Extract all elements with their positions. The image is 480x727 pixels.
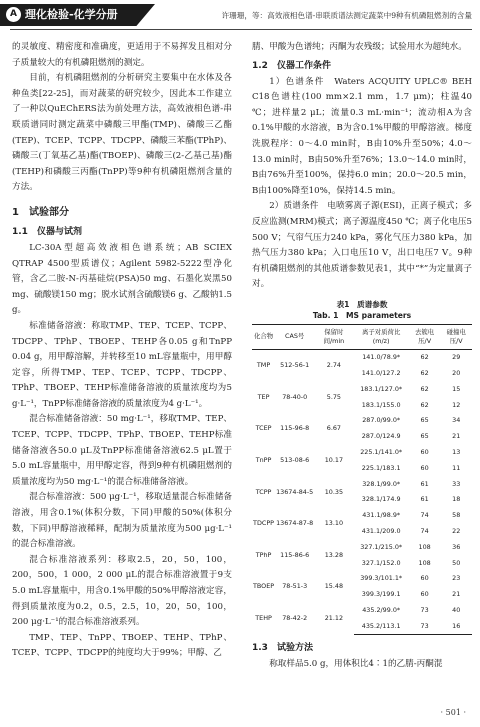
cell-collision-voltage: 20 — [452, 369, 461, 378]
paragraph: 混合标准溶液系列：移取2.5，20，50，100，200，500，1 000，2 000 μL的混合标准溶液置于9支5.0 mL容量瓶中，用含0.1%甲酸的50%甲醇溶液定容，得到质量浓度为0.2，0.5，2.5，10，20，50，100，200 μg·L⁻¹的混合标准溶液系列。 — [12, 554, 232, 628]
cell-collision-voltage: 18 — [452, 495, 461, 504]
cell-compound: TCEP — [255, 424, 272, 433]
cell-collision-voltage: 50 — [452, 558, 461, 567]
cell-declustering-voltage: 65 — [420, 432, 429, 441]
cell-collision-voltage: 21 — [452, 590, 461, 599]
cell-ion-pair: 183.1/155.0 — [361, 400, 401, 409]
cell-cas: 78-40-0 — [282, 392, 308, 401]
cell-collision-voltage: 13 — [452, 448, 461, 457]
paragraph: 目前，有机磷阻燃剂的分析研究主要集中在水体及各种鱼类[22-25]，而对蔬菜的研究较少，因此本工作建立了一种以QuEChERS法为前处理方法，高效液相色谱-串联质谱同时测定蔬菜中磷酸三甲酯(TMP)、磷酸三乙酯(TEP)、TCEP、TCPP、TDCPP、磷酸三苯酯(TPhP)、磷酸三(丁氧基乙基)酯(TBOEP)、磷酸三(2-乙基己基)酯(TEHP)和磷酸三丙酯(TnPP)等9种有机磷阻燃剂含量的方法。 — [12, 73, 232, 193]
cell-ion-pair: 399.3/199.1 — [361, 590, 401, 599]
cell-ion-pair: 327.1/215.0* — [360, 542, 403, 551]
left-column — [12, 40, 232, 662]
cell-retention-time: 6.67 — [326, 424, 341, 433]
cell-declustering-voltage: 74 — [420, 527, 429, 536]
table-row — [252, 413, 472, 429]
paragraph: LC-30A型超高效液相色谱系统；AB SCIEX QTRAP 4500型质谱仪；Agilent 5982-5222型净化管，含乙二胺-N-丙基硅烷(PSA)50 mg、石墨化炭黑50 mg、硫酸镁150 mg；脱水试剂含硫酸镁6 g、乙酸钠1.5 g。 — [12, 242, 232, 316]
cell-ion-pair: 287.0/124.9 — [361, 432, 401, 441]
cell-retention-time: 13.10 — [324, 519, 344, 528]
cell-collision-voltage: 23 — [452, 574, 461, 583]
page-header — [0, 0, 480, 30]
col-header-retention-time: 保留时间/min — [314, 324, 353, 349]
cell-retention-time: 5.75 — [326, 392, 341, 401]
cell-declustering-voltage: 74 — [420, 511, 429, 520]
paragraph: 腈、甲酸为色谱纯；丙酮为农残级；试验用水为超纯水。 — [252, 42, 467, 52]
cell-cas: 512-56-1 — [280, 361, 310, 370]
paragraph: TMP、TEP、TnPP、TBOEP、TEHP、TPhP、TCEP、TCPP、TDCPP的纯度均大于99%；甲醇、乙 — [12, 632, 232, 659]
table-header-row — [252, 324, 472, 349]
cell-ion-pair: 141.0/78.9* — [362, 353, 401, 362]
cell-compound: TMP — [256, 361, 271, 370]
table-row — [252, 382, 472, 398]
cell-cas: 13674-84-5 — [276, 487, 314, 496]
cell-cas: 115-96-8 — [280, 424, 310, 433]
cell-ion-pair: 399.3/101.1* — [360, 574, 403, 583]
paragraph: 2）质谱条件 电喷雾离子源(ESI)，正离子模式；多反应监测(MRM)模式；离子源温度450 ℃；离子化电压5 500 V；气帘气压力240 kPa，雾化气压力380 kPa，加热气压力380 kPa；入口电压10 V，出口电压7 V。9种有机磷阻燃剂的其他质谱参数见表1，其中“*”为定量离子对。 — [252, 201, 472, 290]
cell-declustering-voltage: 108 — [418, 542, 431, 551]
paragraph: 混合标准储备溶液：50 mg·L⁻¹，移取TMP、TEP、TCEP、TCPP、TDCPP、TPhP、TBOEP、TEHP标准储备溶液各50.0 μL及TnPP标准储备溶液62.5 μL置于5.0 mL容量瓶中，用甲醇定容，得到9种有机磷阻燃剂的质量浓度均为50 mg·L⁻¹的混合标准储备溶液。 — [12, 414, 232, 487]
paragraph: 称取样品5.0 g，用体积比4∶1的乙腈-丙酮混 — [269, 659, 443, 670]
cell-collision-voltage: 11 — [452, 463, 461, 472]
cell-collision-voltage: 22 — [452, 527, 461, 536]
ms-parameters-table — [252, 324, 472, 635]
cell-retention-time: 2.74 — [326, 361, 341, 370]
cell-ion-pair: 183.1/127.0* — [360, 384, 403, 393]
cell-ion-pair: 328.1/174.9 — [361, 495, 401, 504]
cell-declustering-voltage: 60 — [420, 463, 429, 472]
cell-compound: TEHP — [255, 614, 272, 623]
table-caption: 表1 质谱参数 — [336, 299, 388, 309]
cell-ion-pair: 328.1/99.0* — [362, 479, 401, 488]
cell-compound: TDCPP — [253, 519, 275, 528]
cell-declustering-voltage: 62 — [420, 353, 429, 362]
cell-declustering-voltage: 65 — [420, 416, 429, 425]
cell-ion-pair: 287.0/99.0* — [362, 416, 401, 425]
subsection-heading: 1.1 仪器与试剂 — [12, 226, 82, 237]
table-row — [252, 508, 472, 524]
table-row — [252, 603, 472, 619]
cell-cas: 513-08-6 — [280, 455, 310, 464]
cell-cas: 13674-87-8 — [276, 519, 314, 528]
cell-declustering-voltage: 62 — [420, 400, 429, 409]
cell-collision-voltage: 29 — [452, 353, 461, 362]
journal-title: 理化检验-化学分册 — [25, 8, 118, 21]
table-row — [252, 476, 472, 492]
col-header-declustering-voltage: 去簇电压/V — [409, 324, 441, 349]
subsection-heading: 1.3 试验方法 — [252, 643, 313, 654]
cell-ion-pair: 141.0/127.2 — [361, 369, 401, 378]
table-row — [252, 571, 472, 587]
journal-logo-icon: A — [6, 7, 21, 22]
table-caption-en: Tab. 1 MS parameters — [312, 310, 412, 320]
cell-collision-voltage: 15 — [452, 384, 461, 393]
cell-cas: 78-42-2 — [282, 614, 308, 623]
table-row — [252, 539, 472, 555]
col-header-collision-voltage: 碰撞电压/V — [440, 324, 472, 349]
cell-ion-pair: 435.2/99.0* — [362, 606, 401, 615]
cell-cas: 115-86-6 — [280, 550, 310, 559]
cell-declustering-voltage: 108 — [418, 558, 431, 567]
cell-retention-time: 10.35 — [324, 487, 344, 496]
cell-collision-voltage: 40 — [452, 606, 461, 615]
cell-compound: TBOEP — [253, 582, 275, 591]
cell-collision-voltage: 16 — [440, 618, 472, 634]
col-header-compound: 化合物 — [252, 324, 275, 349]
cell-declustering-voltage: 60 — [420, 590, 429, 599]
cell-collision-voltage: 58 — [452, 511, 461, 520]
table-row — [252, 445, 472, 461]
cell-retention-time: 15.48 — [324, 582, 344, 591]
cell-ion-pair: 225.1/183.1 — [361, 463, 401, 472]
cell-declustering-voltage: 61 — [420, 479, 429, 488]
cell-retention-time: 21.12 — [324, 614, 344, 623]
section-heading: 1 试验部分 — [12, 206, 69, 218]
page-number: · 501 · — [440, 708, 466, 717]
cell-declustering-voltage: 62 — [420, 369, 429, 378]
cell-retention-time: 10.17 — [324, 455, 344, 464]
cell-declustering-voltage: 60 — [420, 448, 429, 457]
col-header-ion-pair: 离子对质荷比(m/z) — [354, 324, 409, 349]
cell-declustering-voltage: 73 — [420, 606, 429, 615]
cell-compound: TPhP — [255, 550, 272, 559]
subsection-heading: 1.2 仪器工作条件 — [252, 60, 331, 71]
table-body — [252, 349, 472, 634]
col-header-cas: CAS号 — [275, 324, 314, 349]
cell-ion-pair: 327.1/152.0 — [361, 558, 401, 567]
header-rule — [10, 29, 472, 30]
cell-collision-voltage: 33 — [452, 479, 461, 488]
cell-declustering-voltage: 62 — [420, 384, 429, 393]
paragraph: 的灵敏度、精密度和准确度，更适用于不易挥发且相对分子质量较大的有机磷阻燃剂的测定。 — [12, 42, 232, 68]
paragraph: 1）色谱条件 Waters ACQUITY UPLC® BEH C18色谱柱(100 mm×2.1 mm，1.7 μm)；柱温40 ℃；进样量2 μL；流量0.3 mL·min⁻¹；流动相A为含0.1%甲酸的水溶液，B为含0.1%甲酸的甲醇溶液。梯度洗脱程序：0～4.0 min时，B由10%升至50%；4.0～13.0 min时，B由50%升至76%；13.0～14.0 min时，B由76%升至100%，保持6.0 min；20.0～20.5 min，B由100%降至10%，保持14.5 min。 — [252, 76, 472, 196]
cell-ion-pair: 435.2/113.1 — [354, 618, 409, 634]
paragraph: 混合标准溶液：500 μg·L⁻¹，移取适量混合标准储备溶液，用含0.1%(体积分数，下同)甲酸的50%(体积分数，下同)甲醇溶液稀释，配制为质量浓度为500 μg·L⁻¹的混合标准溶液。 — [12, 492, 232, 550]
cell-declustering-voltage: 73 — [409, 618, 441, 634]
cell-compound: TnPP — [255, 455, 272, 464]
cell-collision-voltage: 36 — [452, 542, 461, 551]
cell-cas: 78-51-3 — [282, 582, 308, 591]
cell-ion-pair: 225.1/141.0* — [360, 448, 403, 457]
running-title: 许珊珊，等：高效液相色谱-串联质谱法测定蔬菜中9种有机磷阻燃剂的含量 — [221, 11, 472, 20]
cell-compound: TEP — [257, 392, 270, 401]
paragraph: 标准储备溶液：称取TMP、TEP、TCEP、TCPP、TDCPP、TPhP、TBOEP、TEHP各0.05 g和TnPP 0.04 g，用甲醇溶解，并转移至10 mL容量瓶中，用甲醇定容，所得TMP、TEP、TCEP、TCPP、TDCPP、TPhP、TBOEP、TEHP标准储备溶液的质量浓度均为5 g·L⁻¹，TnPP标准储备溶液的质量浓度为4 g·L⁻¹。 — [12, 320, 232, 409]
cell-compound: TCPP — [255, 487, 272, 496]
cell-declustering-voltage: 60 — [420, 574, 429, 583]
cell-collision-voltage: 12 — [452, 400, 461, 409]
cell-collision-voltage: 21 — [452, 432, 461, 441]
table-row — [252, 349, 472, 365]
cell-ion-pair: 431.1/98.9* — [362, 511, 401, 520]
cell-ion-pair: 431.1/209.0 — [361, 527, 401, 536]
cell-collision-voltage: 34 — [452, 416, 461, 425]
cell-retention-time: 13.28 — [324, 550, 344, 559]
cell-declustering-voltage: 61 — [420, 495, 429, 504]
right-column — [252, 40, 472, 673]
